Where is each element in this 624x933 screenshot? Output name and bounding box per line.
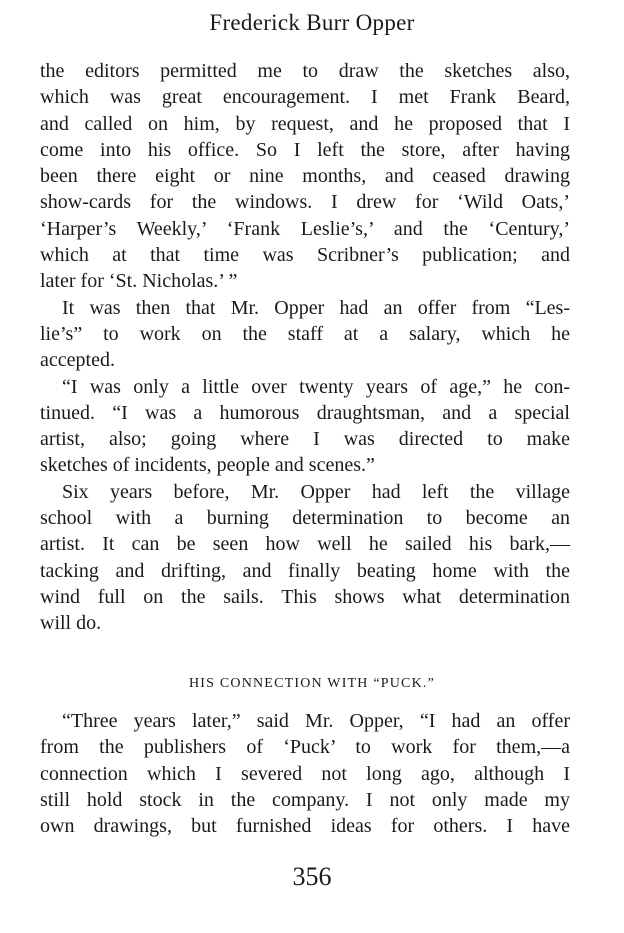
text-line: connection which I severed not long ago, although I bbox=[40, 762, 570, 785]
text-line: artist, also; going where I was directed to make bbox=[40, 428, 570, 451]
text-line: come into his office. So I left the store, after having bbox=[40, 138, 570, 161]
text-line: “Three years later,” said Mr. Opper, “I had an offer bbox=[62, 710, 570, 732]
text-line: tacking and drifting, and finally beating home with the bbox=[40, 559, 570, 582]
text-line: lie’s” to work on the staff at a salary, which he bbox=[40, 322, 570, 345]
text-line: been there eight or nine months, and ceased drawing bbox=[40, 165, 570, 188]
body-text-block bbox=[40, 58, 570, 637]
text-line: still hold stock in the company. I not only made my bbox=[40, 788, 570, 811]
text-line: tinued. “I was a humorous draughtsman, and a special bbox=[40, 401, 570, 424]
text-line: from the publishers of ‘Puck’ to work for them,—a bbox=[40, 736, 570, 759]
text-line: later for ‘St. Nicholas.’ ” bbox=[40, 270, 238, 293]
page-number: 356 bbox=[292, 862, 332, 891]
text-line: accepted. bbox=[40, 349, 115, 372]
text-line: school with a burning determination to become an bbox=[40, 507, 570, 530]
text-line: It was then that Mr. Opper had an offer from “Les- bbox=[62, 296, 570, 319]
body-text-block-continued bbox=[40, 708, 570, 839]
text-line: “I was only a little over twenty years of age,” he con- bbox=[62, 375, 570, 398]
text-line: artist. It can be seen how well he sailed his bark,— bbox=[40, 533, 570, 556]
text-line: which at that time was Scribner’s publication; and bbox=[40, 244, 570, 267]
text-line: the editors permitted me to draw the sketches also, bbox=[40, 60, 570, 82]
text-line: which was great encouragement. I met Frank Beard, bbox=[40, 86, 570, 109]
text-line: show-cards for the windows. I drew for ‘Wild Oats,’ bbox=[40, 191, 570, 214]
section-heading: HIS CONNECTION WITH “PUCK.” bbox=[188, 676, 435, 691]
text-line: Six years before, Mr. Opper had left the village bbox=[62, 480, 570, 503]
running-head: Frederick Burr Opper bbox=[209, 10, 415, 35]
text-line: will do. bbox=[40, 612, 102, 635]
text-line: ‘Harper’s Weekly,’ ‘Frank Leslie’s,’ and the ‘Century,’ bbox=[40, 217, 570, 240]
text-line: wind full on the sails. This shows what determination bbox=[40, 585, 570, 608]
text-line: sketches of incidents, people and scenes.” bbox=[40, 454, 375, 477]
text-line: and called on him, by request, and he proposed that I bbox=[40, 112, 570, 135]
text-line: own drawings, but furnished ideas for others. I have bbox=[40, 815, 570, 838]
